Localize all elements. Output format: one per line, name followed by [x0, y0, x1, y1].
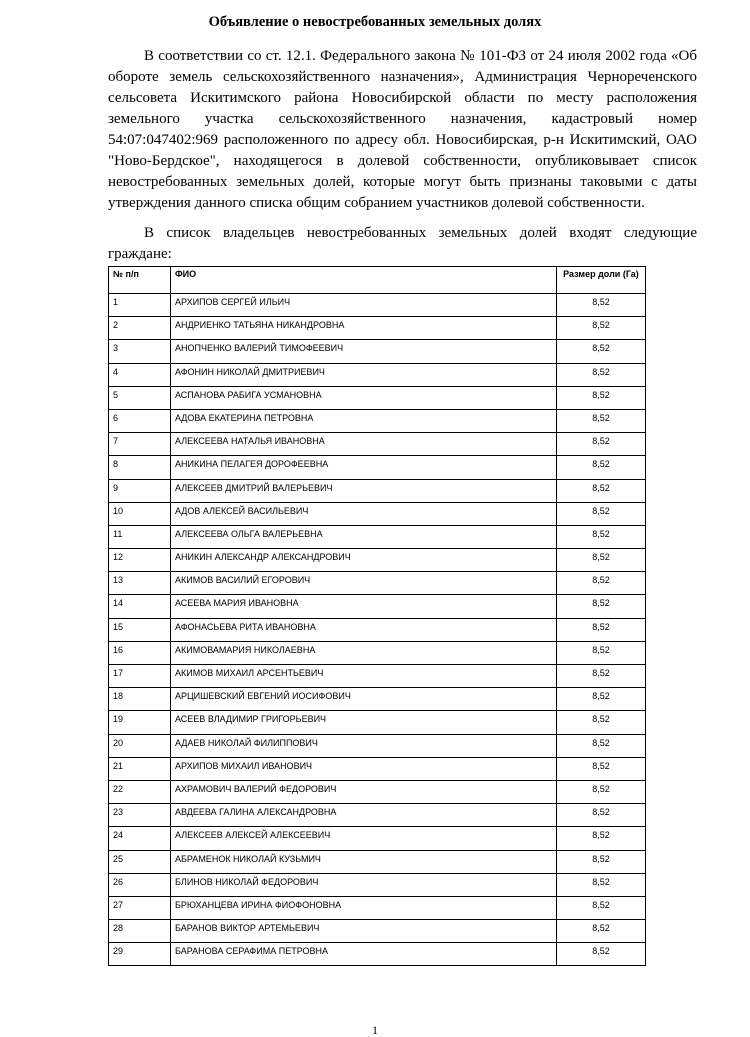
share-size: 8,52 — [557, 850, 646, 873]
owner-name: АНОПЧЕНКО ВАЛЕРИЙ ТИМОФЕЕВИЧ — [171, 340, 557, 363]
row-number: 11 — [109, 525, 171, 548]
row-number: 24 — [109, 827, 171, 850]
list-intro-paragraph: В список владельцев невостребованных земельных долей входят следующие граждане: — [108, 225, 697, 262]
row-number: 1 — [109, 294, 171, 317]
table-row — [109, 502, 646, 525]
share-size: 8,52 — [557, 896, 646, 919]
owner-name: АСПАНОВА РАБИГА УСМАНОВНА — [171, 386, 557, 409]
row-number: 20 — [109, 734, 171, 757]
share-size: 8,52 — [557, 780, 646, 803]
owners-table — [108, 266, 646, 966]
header-number: № п/п — [109, 267, 171, 294]
header-size: Размер доли (Га) — [557, 267, 646, 294]
row-number: 16 — [109, 641, 171, 664]
table-header-row — [109, 267, 646, 294]
row-number: 5 — [109, 386, 171, 409]
share-size: 8,52 — [557, 479, 646, 502]
row-number: 25 — [109, 850, 171, 873]
table-row — [109, 757, 646, 780]
row-number: 7 — [109, 433, 171, 456]
owner-name: АБРАМЕНОК НИКОЛАЙ КУЗЬМИЧ — [171, 850, 557, 873]
table-row — [109, 618, 646, 641]
table-row — [109, 479, 646, 502]
row-number: 15 — [109, 618, 171, 641]
owner-name: АЛЕКСЕЕВА НАТАЛЬЯ ИВАНОВНА — [171, 433, 557, 456]
row-number: 26 — [109, 873, 171, 896]
row-number: 17 — [109, 665, 171, 688]
header-name: ФИО — [171, 267, 557, 294]
share-size: 8,52 — [557, 641, 646, 664]
owner-name: АДОВА ЕКАТЕРИНА ПЕТРОВНА — [171, 409, 557, 432]
owner-name: АСЕЕВ ВЛАДИМИР ГРИГОРЬЕВИЧ — [171, 711, 557, 734]
table-row — [109, 317, 646, 340]
table-row — [109, 641, 646, 664]
table-row — [109, 734, 646, 757]
table-row — [109, 688, 646, 711]
table-row — [109, 850, 646, 873]
table-row — [109, 340, 646, 363]
row-number: 8 — [109, 456, 171, 479]
table-row — [109, 943, 646, 966]
row-number: 2 — [109, 317, 171, 340]
table-row — [109, 896, 646, 919]
table-row — [109, 363, 646, 386]
owner-name: БАРАНОВ ВИКТОР АРТЕМЬЕВИЧ — [171, 920, 557, 943]
table-row — [109, 804, 646, 827]
row-number: 28 — [109, 920, 171, 943]
row-number: 10 — [109, 502, 171, 525]
owner-name: АНИКИН АЛЕКСАНДР АЛЕКСАНДРОВИЧ — [171, 549, 557, 572]
table-body — [109, 294, 646, 966]
row-number: 6 — [109, 409, 171, 432]
owner-name: АНИКИНА ПЕЛАГЕЯ ДОРОФЕЕВНА — [171, 456, 557, 479]
share-size: 8,52 — [557, 502, 646, 525]
share-size: 8,52 — [557, 549, 646, 572]
share-size: 8,52 — [557, 433, 646, 456]
table-row — [109, 920, 646, 943]
table-row — [109, 827, 646, 850]
owner-name: БРЮХАНЦЕВА ИРИНА ФИОФОНОВНА — [171, 896, 557, 919]
owner-name: БАРАНОВА СЕРАФИМА ПЕТРОВНА — [171, 943, 557, 966]
intro-paragraph: В соответствии со ст. 12.1. Федерального закона № 101-ФЗ от 24 июля 2002 года «Об обороте земель сельскохозяйственного назначения», Администрация Чернореченского сельсовета Искитимского района Новосибирской области по месту расположения земельного участка сельскохозяйственного назначения, кадастровый номер 54:07:047402:969 расположенного по адресу обл. Новосибирская, р-н Искитимский, ОАО "Ново-Бердское", находящегося в долевой собственности, опубликовывает список невостребованных земельных долей, которые могут быть признаны таковыми с даты утверждения данного списка общим собранием участников долевой собственности. — [108, 48, 697, 211]
row-number: 14 — [109, 595, 171, 618]
owner-name: АФОНИН НИКОЛАЙ ДМИТРИЕВИЧ — [171, 363, 557, 386]
share-size: 8,52 — [557, 317, 646, 340]
share-size: 8,52 — [557, 920, 646, 943]
row-number: 3 — [109, 340, 171, 363]
table-row — [109, 294, 646, 317]
row-number: 9 — [109, 479, 171, 502]
row-number: 13 — [109, 572, 171, 595]
share-size: 8,52 — [557, 618, 646, 641]
table-row — [109, 711, 646, 734]
table-row — [109, 386, 646, 409]
share-size: 8,52 — [557, 688, 646, 711]
share-size: 8,52 — [557, 665, 646, 688]
share-size: 8,52 — [557, 711, 646, 734]
share-size: 8,52 — [557, 572, 646, 595]
owner-name: АРХИПОВ СЕРГЕЙ ИЛЬИЧ — [171, 294, 557, 317]
owner-name: БЛИНОВ НИКОЛАЙ ФЕДОРОВИЧ — [171, 873, 557, 896]
row-number: 22 — [109, 780, 171, 803]
share-size: 8,52 — [557, 827, 646, 850]
owner-name: АХРАМОВИЧ ВАЛЕРИЙ ФЕДОРОВИЧ — [171, 780, 557, 803]
row-number: 19 — [109, 711, 171, 734]
table-row — [109, 780, 646, 803]
share-size: 8,52 — [557, 595, 646, 618]
owner-name: АДОВ АЛЕКСЕЙ ВАСИЛЬЕВИЧ — [171, 502, 557, 525]
owner-name: АСЕЕВА МАРИЯ ИВАНОВНА — [171, 595, 557, 618]
table-row — [109, 433, 646, 456]
table-row — [109, 456, 646, 479]
share-size: 8,52 — [557, 804, 646, 827]
share-size: 8,52 — [557, 525, 646, 548]
owner-name: АЛЕКСЕЕВ АЛЕКСЕЙ АЛЕКСЕЕВИЧ — [171, 827, 557, 850]
row-number: 12 — [109, 549, 171, 572]
table-row — [109, 549, 646, 572]
owner-name: АКИМОВ МИХАИЛ АРСЕНТЬЕВИЧ — [171, 665, 557, 688]
share-size: 8,52 — [557, 386, 646, 409]
share-size: 8,52 — [557, 734, 646, 757]
document-title: Объявление о невостребованных земельных долях — [208, 14, 542, 30]
owner-name: АФОНАСЬЕВА РИТА ИВАНОВНА — [171, 618, 557, 641]
table-row — [109, 595, 646, 618]
row-number: 29 — [109, 943, 171, 966]
share-size: 8,52 — [557, 409, 646, 432]
page-number: 1 — [372, 1023, 378, 1037]
owner-name: АЛЕКСЕЕВ ДМИТРИЙ ВАЛЕРЬЕВИЧ — [171, 479, 557, 502]
share-size: 8,52 — [557, 456, 646, 479]
table-row — [109, 409, 646, 432]
row-number: 23 — [109, 804, 171, 827]
table-row — [109, 572, 646, 595]
owner-name: АВДЕЕВА ГАЛИНА АЛЕКСАНДРОВНА — [171, 804, 557, 827]
share-size: 8,52 — [557, 757, 646, 780]
table-row — [109, 525, 646, 548]
owner-name: АЛЕКСЕЕВА ОЛЬГА ВАЛЕРЬЕВНА — [171, 525, 557, 548]
row-number: 4 — [109, 363, 171, 386]
row-number: 18 — [109, 688, 171, 711]
owner-name: АКИМОВ ВАСИЛИЙ ЕГОРОВИЧ — [171, 572, 557, 595]
table-row — [109, 873, 646, 896]
owner-name: АДАЕВ НИКОЛАЙ ФИЛИППОВИЧ — [171, 734, 557, 757]
table-row — [109, 665, 646, 688]
owner-name: АРЦИШЕВСКИЙ ЕВГЕНИЙ ИОСИФОВИЧ — [171, 688, 557, 711]
owner-name: АРХИПОВ МИХАИЛ ИВАНОВИЧ — [171, 757, 557, 780]
share-size: 8,52 — [557, 363, 646, 386]
owner-name: АНДРИЕНКО ТАТЬЯНА НИКАНДРОВНА — [171, 317, 557, 340]
share-size: 8,52 — [557, 294, 646, 317]
row-number: 21 — [109, 757, 171, 780]
share-size: 8,52 — [557, 340, 646, 363]
owner-name: АКИМОВАМАРИЯ НИКОЛАЕВНА — [171, 641, 557, 664]
row-number: 27 — [109, 896, 171, 919]
share-size: 8,52 — [557, 943, 646, 966]
share-size: 8,52 — [557, 873, 646, 896]
